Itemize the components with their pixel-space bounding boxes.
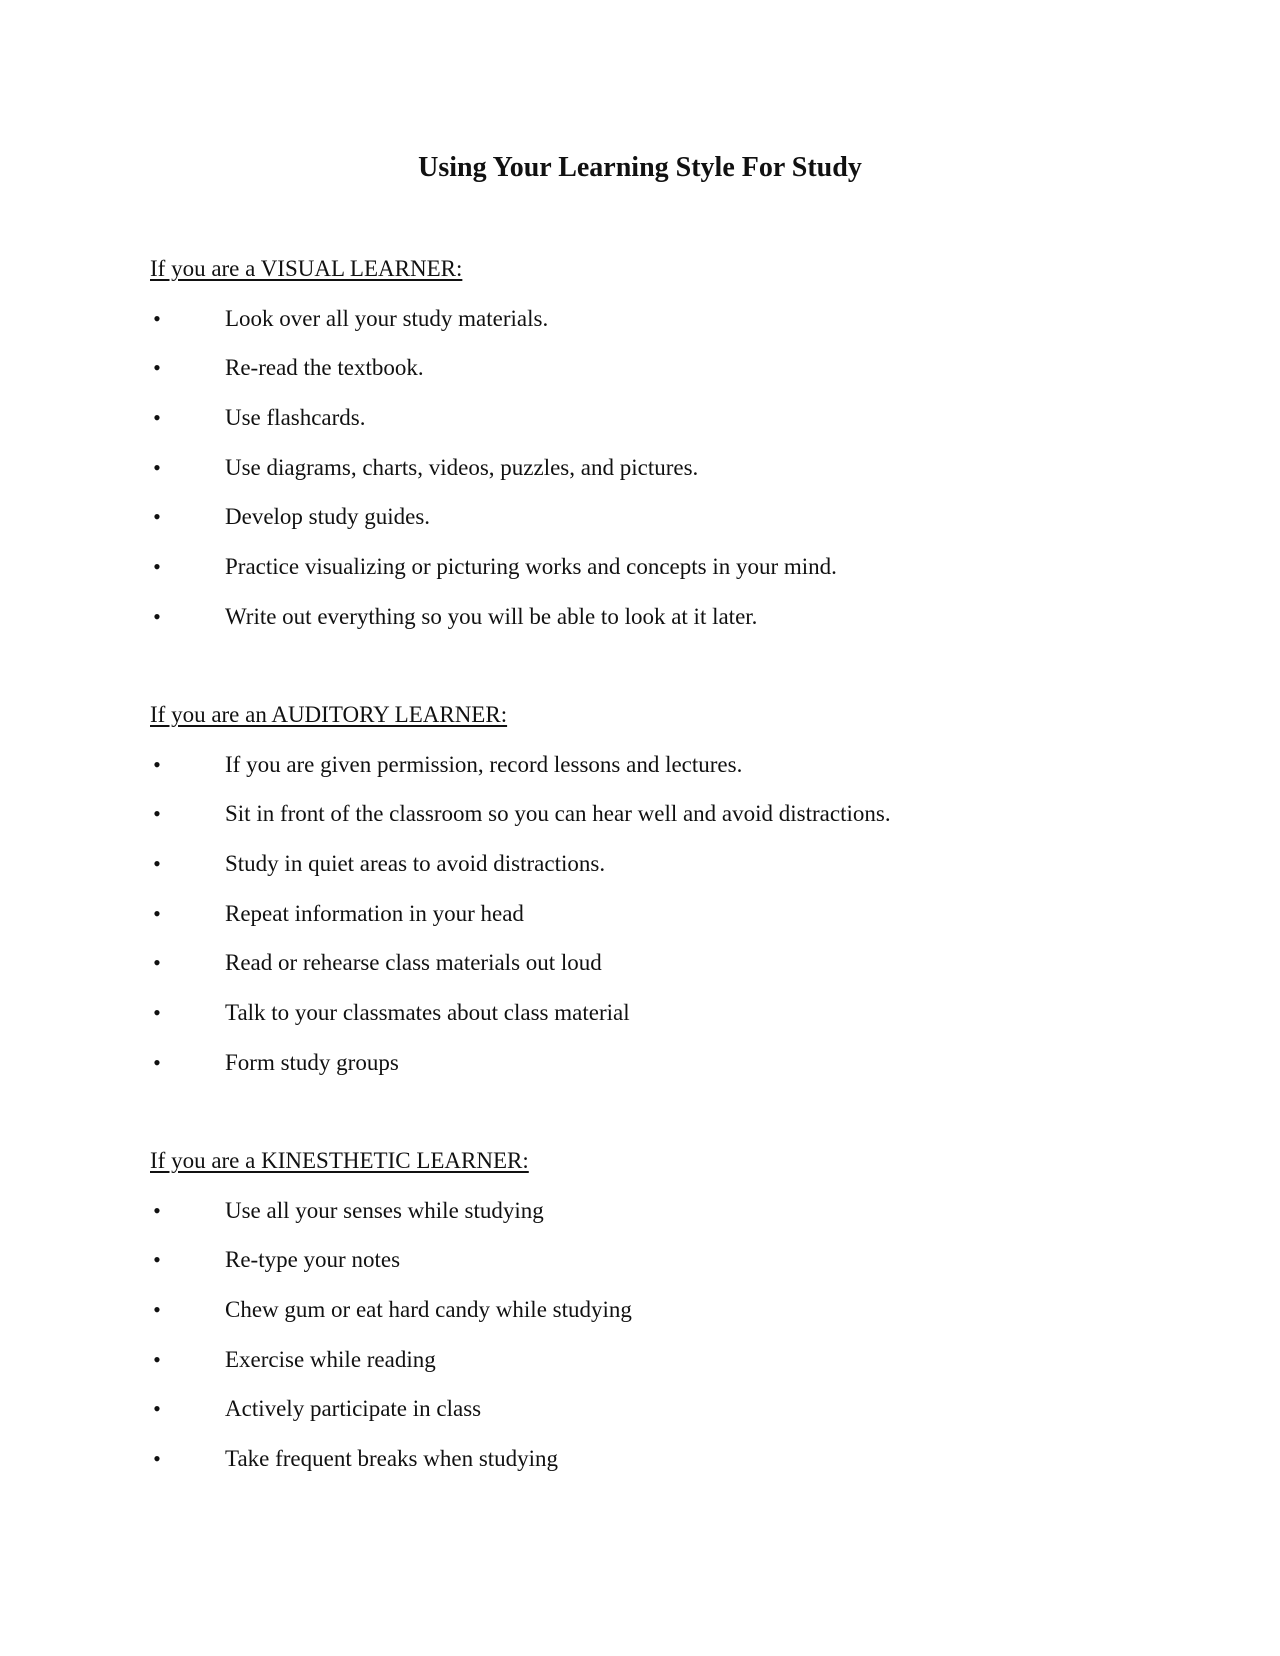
list-item [150,532,1150,582]
list-item-text: Take frequent breaks when studying [225,1446,559,1472]
list-item-text: Re-type your notes [225,1247,401,1273]
bullet-icon: • [153,900,161,926]
bullet-icon: • [153,1000,161,1026]
list-item-text: Actively participate in class [225,1396,482,1422]
list-item [150,582,1150,632]
bullet-icon: • [153,1197,161,1223]
list-item [150,334,1150,384]
list-item-text: Use all your senses while studying [225,1197,544,1223]
list-item [150,730,1150,780]
bullet-list [150,1176,1150,1474]
list-item [150,284,1150,334]
section-kinesthetic-learner [150,1146,1150,1474]
bullet-icon: • [153,504,161,530]
list-item-text: Write out everything so you will be able to look at it later. [225,603,758,629]
bullet-icon: • [153,851,161,877]
bullet-icon: • [153,454,161,480]
bullet-list [150,284,1150,632]
list-item [150,929,1150,979]
bullet-icon: • [153,1396,161,1422]
bullet-icon: • [153,950,161,976]
list-item-text: Chew gum or eat hard candy while studying [225,1297,632,1323]
document-title: Using Your Learning Style For Study [418,152,862,183]
list-item [150,1176,1150,1226]
list-item-text: Use diagrams, charts, videos, puzzles, and pictures. [225,454,699,480]
list-item [150,879,1150,929]
list-item [150,1275,1150,1325]
list-item-text: Sit in front of the classroom so you can hear well and avoid distractions. [225,801,891,827]
bullet-icon: • [153,305,161,331]
list-item-text: Re-read the textbook. [225,355,424,381]
bullet-icon: • [153,801,161,827]
bullet-icon: • [153,1446,161,1472]
section-heading: If you are a KINESTHETIC LEARNER: [150,1148,529,1173]
list-item [150,1375,1150,1425]
bullet-icon: • [153,1247,161,1273]
list-item [150,1325,1150,1375]
list-item-text: Study in quiet areas to avoid distractions. [225,851,606,877]
list-item [150,433,1150,483]
bullet-list [150,730,1150,1078]
list-item [150,780,1150,830]
list-item-text: Repeat information in your head [225,900,524,926]
list-item [150,383,1150,433]
bullet-icon: • [153,603,161,629]
bullet-icon: • [153,355,161,381]
list-item-text: Exercise while reading [225,1346,436,1372]
list-item-text: Look over all your study materials. [225,305,549,331]
list-item-text: Read or rehearse class materials out loud [225,950,602,976]
list-item-text: Develop study guides. [225,504,431,530]
list-item [150,1028,1150,1078]
section-heading: If you are an AUDITORY LEARNER: [150,702,508,727]
bullet-icon: • [153,1297,161,1323]
section-visual-learner [150,254,1150,632]
bullet-icon: • [153,1049,161,1075]
list-item-text: If you are given permission, record lessons and lectures. [225,751,743,777]
list-item [150,829,1150,879]
section-auditory-learner [150,700,1150,1078]
list-item-text: Practice visualizing or picturing works and concepts in your mind. [225,554,837,580]
bullet-icon: • [153,554,161,580]
list-item [150,1226,1150,1276]
list-item-text: Use flashcards. [225,405,366,431]
section-heading: If you are a VISUAL LEARNER: [150,256,463,281]
bullet-icon: • [153,1346,161,1372]
list-item [150,483,1150,533]
list-item [150,978,1150,1028]
bullet-icon: • [153,751,161,777]
bullet-icon: • [153,405,161,431]
list-item [150,1424,1150,1474]
list-item-text: Form study groups [225,1049,399,1075]
list-item-text: Talk to your classmates about class material [225,1000,630,1026]
